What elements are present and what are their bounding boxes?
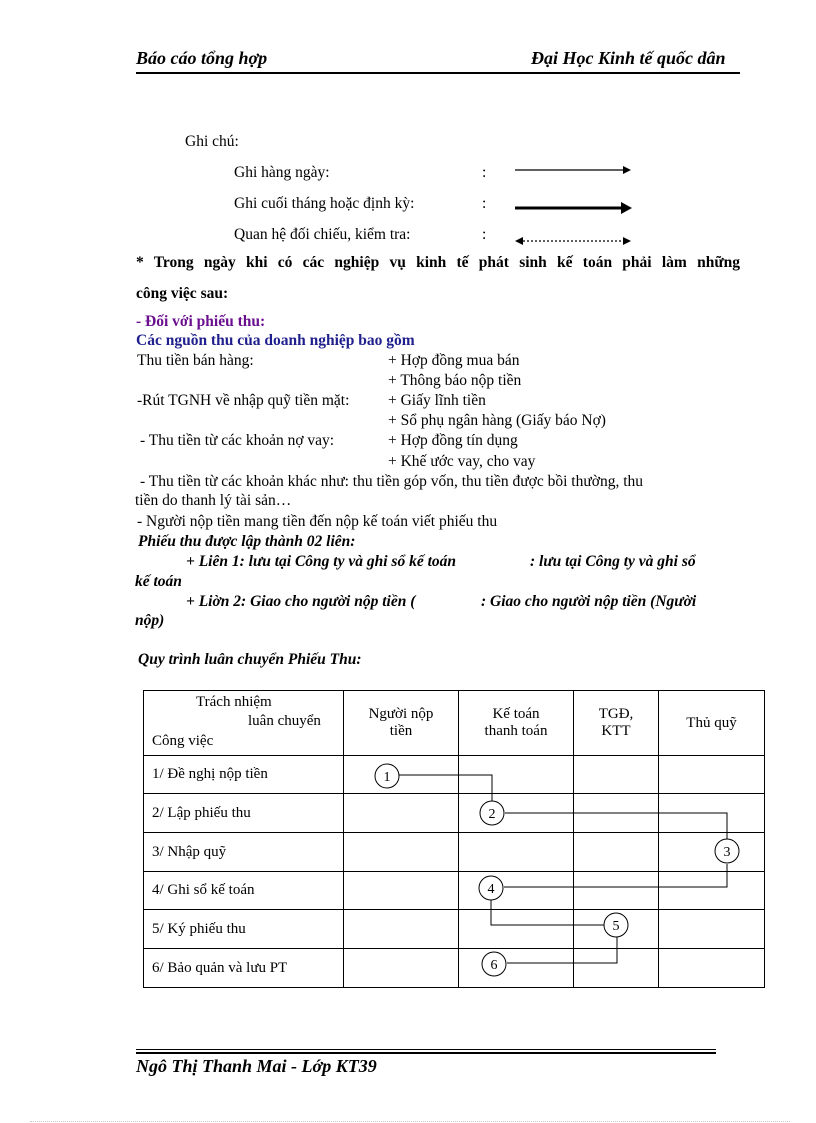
header-right: Đại Học Kinh tế quốc dân [531,48,726,68]
row-label: 3/ Nhập quỹ [144,833,344,872]
connector-4-5 [491,900,604,925]
lien1-c: kế toán [135,573,182,590]
payer-line: - Người nộp tiền mang tiền đến nộp kế toán viết phiếu thu [137,513,498,530]
col-header-line1: TGĐ, [598,706,634,722]
intro-line1: * Trong ngày khi có các nghiệp vụ kinh tế phát sinh kế toán phải làm những [136,254,740,271]
connector-3-4 [504,864,727,887]
footer-rule [136,1052,716,1054]
source-right: + Hợp đồng mua bán [388,352,520,369]
col-header-line1: Người nộp [368,706,434,722]
lien2-b: : Giao cho người nộp tiền (Người [481,593,697,610]
source-left: - Thu tiền từ các khoản nợ vay: [140,432,335,449]
corner-top: Trách nhiệm [196,694,272,710]
col-header-line2: thanh toán [484,723,548,739]
other-sources-line1: - Thu tiền từ các khoản khác như: thu tiền góp vốn, thu tiền được bồi thường, thu [140,473,644,490]
legend-colon: : [482,164,487,181]
copies-title: Phiếu thu được lập thành 02 liên: [138,533,356,550]
legend-colon: : [482,195,487,212]
row-label: 4/ Ghi sổ kế toán [144,872,344,910]
row-label: 6/ Bảo quản và lưu PT [144,949,344,988]
corner-bottom: Công việc [152,733,214,749]
source-right: + Sổ phụ ngân hàng (Giấy báo Nợ) [388,412,606,429]
connector-1-2 [399,775,492,801]
row-label: 2/ Lập phiếu thu [144,794,344,833]
source-right: + Thông báo nộp tiền [388,372,522,389]
source-right: + Khế ước vay, cho vay [388,453,536,470]
lien1-a: + Liên 1: lưu tại Công ty và ghi sổ kế toán [186,553,457,570]
row-label: 5/ Ký phiếu thu [144,910,344,949]
col-header-line1: Kế toán [492,706,540,722]
step-number: 5 [612,919,620,934]
source-right: + Giấy lĩnh tiền [388,392,486,409]
footer-author: Ngô Thị Thanh Mai - Lớp KT39 [136,1056,377,1076]
process-title: Quy trình luân chuyển Phiếu Thu: [138,651,362,668]
lien2-c: nộp) [135,612,165,629]
step-number: 3 [723,845,731,860]
section-heading-sources: Các nguồn thu của doanh nghiệp bao gồm [136,332,415,349]
lien1-b: : lưu tại Công ty và ghi sổ [530,553,696,570]
step-number: 6 [490,958,498,973]
connector-2-3 [505,813,727,839]
row-label: 1/ Đề nghị nộp tiền [144,756,344,794]
source-left: -Rút TGNH về nhập quỹ tiền mặt: [137,392,350,409]
legend-colon: : [482,226,487,243]
col-header-line2: KTT [601,723,631,739]
source-right: + Hợp đồng tín dụng [388,432,518,449]
connector-5-6 [507,937,617,963]
col-header-line1: Thủ quỹ [686,714,737,731]
step-number: 1 [383,770,391,785]
section-heading-receipt: - Đối với phiếu thu: [136,313,266,330]
step-number: 2 [488,807,496,822]
legend-periodic-label: Ghi cuối tháng hoặc định kỳ: [234,195,415,212]
intro-line2: công việc sau: [136,285,229,302]
corner-mid: luân chuyển [248,713,321,729]
page-edge [30,1121,790,1122]
footer-rule [136,1049,716,1050]
source-left: Thu tiền bán hàng: [137,352,254,369]
lien2-a: + Liờn 2: Giao cho người nộp tiền ( [186,593,416,610]
col-header-line2: tiền [389,723,413,739]
legend-title: Ghi chú: [185,133,239,150]
step-number: 4 [487,882,495,897]
header-left: Báo cáo tổng hợp [136,48,268,68]
legend-daily-label: Ghi hàng ngày: [234,164,330,181]
other-sources-line2: tiền do thanh lý tài sản… [135,492,292,509]
legend-check-label: Quan hệ đối chiếu, kiểm tra: [234,226,411,243]
